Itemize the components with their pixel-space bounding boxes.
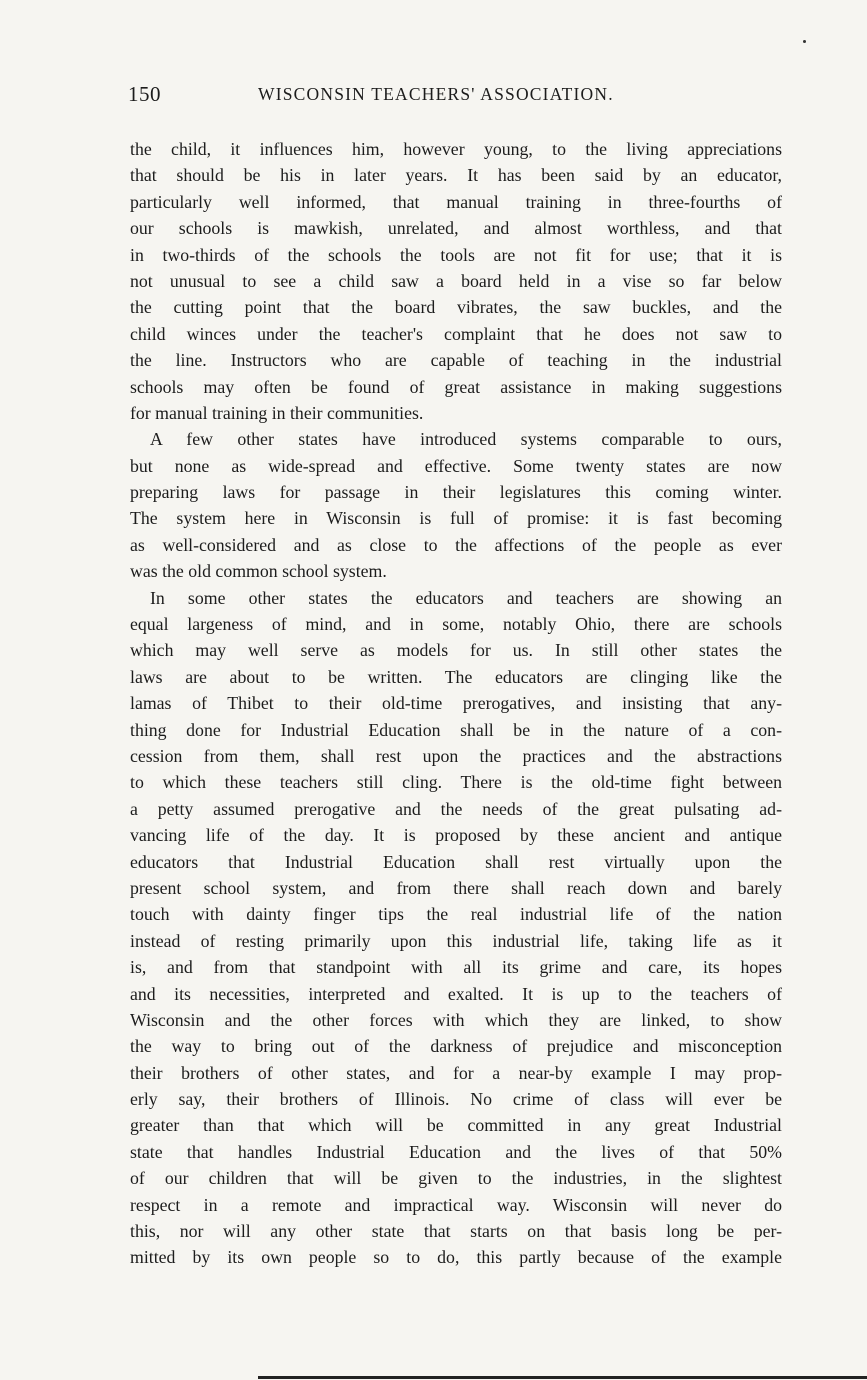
text-line: instead of resting primarily upon this industrial life, taking life as it [130,930,782,951]
text-line: In some other states the educators and teachers are showing an [150,587,782,608]
text-line: of our children that will be given to the industries, in the slightest [130,1168,782,1189]
text-line: vancing life of the day. It is proposed by these ancient and antique [130,825,782,846]
text-line: as well-considered and as close to the affections of the people as ever [130,534,782,555]
text-line: mitted by its own people so to do, this partly because of the example [130,1247,782,1268]
text-line: particularly well informed, that manual training in three-fourths of [130,191,782,212]
text-line: respect in a remote and impractical way. Wisconsin will never do [130,1194,782,1215]
text-line: thing done for Industrial Education shall be in the nature of a con- [130,719,782,740]
body-text [130,136,782,1271]
text-line: state that handles Industrial Education and the lives of that 50% [130,1141,782,1162]
text-line: greater than that which will be committed in any great Industrial [130,1115,782,1136]
text-line: the child, it influences him, however young, to the living appreciations [130,139,782,159]
page-number: 150 [128,82,161,106]
text-line: a petty assumed prerogative and the needs of the great pulsating ad- [130,798,782,819]
text-line: preparing laws for passage in their legislatures this coming winter. [130,482,782,503]
text-line: touch with dainty finger tips the real industrial life of the nation [130,904,782,925]
paragraph [130,426,782,584]
text-line: laws are about to be written. The educators are clinging like the [130,666,782,687]
text-line: our schools is mawkish, unrelated, and almost worthless, and that [130,218,782,239]
running-title: WISCONSIN TEACHERS' ASSOCIATION. [258,84,614,104]
text-line: educators that Industrial Education shall rest virtually upon the [130,851,782,872]
text-line: the line. Instructors who are capable of teaching in the industrial [130,350,782,371]
text-line: equal largeness of mind, and in some, notably Ohio, there are schools [130,614,782,635]
text-line: the way to bring out of the darkness of prejudice and misconception [130,1036,782,1057]
text-line: and its necessities, interpreted and exalted. It is up to the teachers of [130,983,782,1004]
text-line: present school system, and from there shall reach down and barely [130,877,782,898]
text-line: The system here in Wisconsin is full of promise: it is fast becoming [130,508,782,529]
text-line: which may well serve as models for us. In still other states the [130,640,782,661]
text-line: not unusual to see a child saw a board held in a vise so far below [130,270,782,291]
text-line: A few other states have introduced systems comparable to ours, [150,429,782,450]
text-line: the cutting point that the board vibrates, the saw buckles, and the [130,297,782,318]
text-line: lamas of Thibet to their old-time prerogatives, and insisting that any- [130,693,782,714]
text-line: schools may often be found of great assistance in making suggestions [130,376,782,397]
text-line: but none as wide-spread and effective. Some twenty states are now [130,455,782,476]
text-line: was the old common school system. [130,561,387,582]
text-line: cession from them, shall rest upon the practices and the abstractions [130,745,782,766]
text-line: to which these teachers still cling. There is the old-time fight between [130,772,782,793]
text-line: is, and from that standpoint with all its grime and care, its hopes [130,957,782,978]
text-line: Wisconsin and the other forces with which they are linked, to show [130,1009,782,1030]
paragraph [130,585,782,1271]
text-line: erly say, their brothers of Illinois. No crime of class will ever be [130,1089,782,1110]
scan-speck [803,40,806,43]
text-line: their brothers of other states, and for a near-by example I may prop- [130,1062,782,1083]
text-line: that should be his in later years. It has been said by an educator, [130,165,782,186]
text-line: in two-thirds of the schools the tools are not fit for use; that it is [130,244,782,265]
text-line: this, nor will any other state that starts on that basis long be per- [130,1221,782,1242]
text-line: for manual training in their communities. [130,402,424,423]
bottom-rule [258,1376,867,1379]
text-line: child winces under the teacher's complaint that he does not saw to [130,323,782,344]
paragraph [130,136,782,426]
